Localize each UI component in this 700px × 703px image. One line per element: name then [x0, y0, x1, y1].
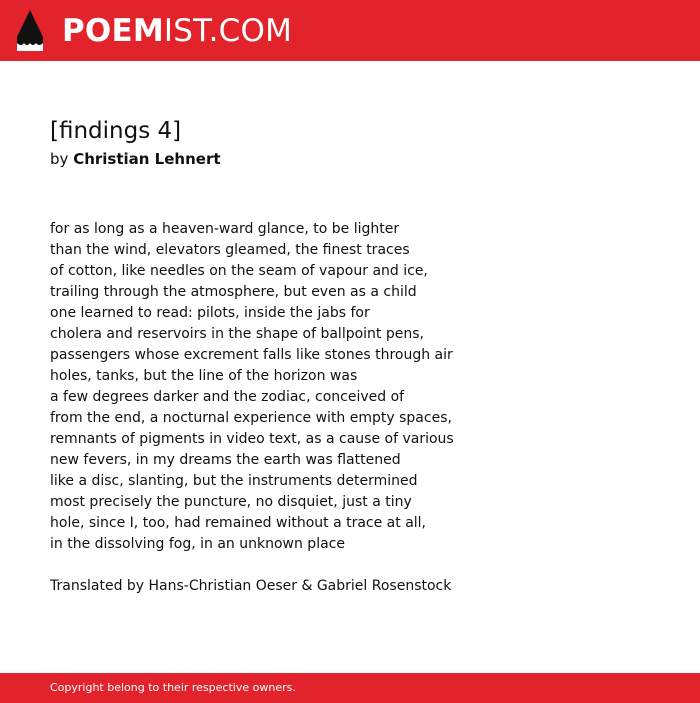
poem-line: new fevers, in my dreams the earth was flattened [50, 452, 401, 468]
poem-body [50, 219, 650, 555]
poem-line: a few degrees darker and the zodiac, conceived of [50, 389, 405, 405]
poem-byline [50, 149, 650, 169]
site-footer [0, 673, 700, 703]
poem-line: for as long as a heaven-ward glance, to be lighter [50, 221, 400, 237]
poem-line: of cotton, like needles on the seam of vapour and ice, [50, 263, 428, 279]
poem-line: trailing through the atmosphere, but even as a child [50, 284, 417, 300]
poem-line: passengers whose excrement falls like stones through air [50, 347, 453, 363]
poem-line: remnants of pigments in video text, as a cause of various [50, 431, 454, 447]
poem-line: most precisely the puncture, no disquiet, just a tiny [50, 494, 412, 510]
pencil-tip-icon[interactable] [17, 10, 43, 51]
brand-light-text: IST.COM [163, 13, 293, 49]
site-header [0, 0, 700, 61]
poem-line: cholera and reservoirs in the shape of ballpoint pens, [50, 326, 424, 342]
poem-line: like a disc, slanting, but the instruments determined [50, 473, 418, 489]
poem-line: from the end, a nocturnal experience with empty spaces, [50, 410, 452, 426]
poem-line: hole, since I, too, had remained without a trace at all, [50, 515, 427, 531]
translator-note: Translated by Hans-Christian Oeser & Gabriel Rosenstock [50, 578, 452, 594]
byline-prefix: by [50, 150, 69, 168]
poem-line: holes, tanks, but the line of the horizon was [50, 368, 358, 384]
poem-line: one learned to read: pilots, inside the jabs for [50, 305, 370, 321]
poem-line: in the dissolving fog, in an unknown place [50, 536, 345, 552]
copyright-text: Copyright belong to their respective owners. [50, 681, 296, 694]
poem-header [50, 116, 650, 169]
poem-line: than the wind, elevators gleamed, the finest traces [50, 242, 410, 258]
poem-title: [findings 4] [50, 118, 182, 144]
site-logo-link[interactable] [62, 13, 292, 49]
author-link[interactable]: Christian Lehnert [73, 150, 221, 168]
brand-bold-text: POEM [62, 13, 164, 49]
